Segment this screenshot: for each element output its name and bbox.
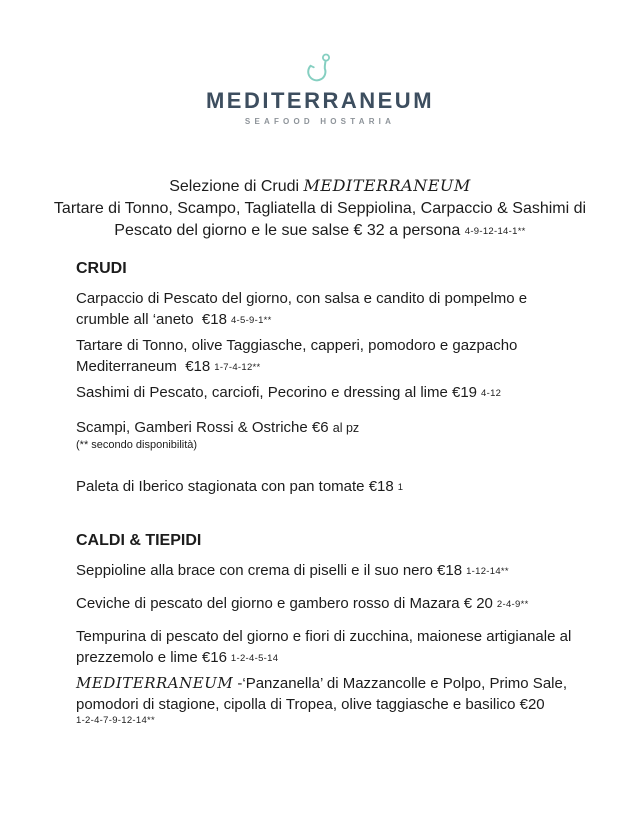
allergen-codes: 1-12-14** [466,566,509,577]
section-heading-caldi: CALDI & TIEPIDI [76,532,202,549]
allergen-codes: 4-12 [481,388,502,399]
menu-item-text: Seppioline alla brace con crema di piselli e il suo nero €18 [76,562,463,579]
allergen-codes: 1 [397,482,404,493]
menu-item-text: Scampi, Gamberi Rossi & Ostriche €6 [76,419,333,436]
menu-item [76,673,572,727]
menu-item [76,476,572,499]
menu-item [76,382,572,405]
restaurant-logo [0,0,640,126]
menu-item-text: Tartare di Tonno, olive Taggiasche, capperi, pomodoro e gazpacho Mediterraneum €18 [76,337,522,375]
allergen-codes: 1-7-4-12** [214,362,261,373]
script-prefix: MEDITERRANEUM [76,674,234,692]
menu-item [76,417,572,452]
unit-suffix: al pz [332,421,360,435]
section-heading-crudi: CRUDI [76,260,127,277]
intro-title [0,175,640,198]
menu-item-text: Paleta di Iberico stagionata con pan tomate €18 [76,478,394,495]
menu-item [76,560,572,583]
allergen-codes: 4-9-12-14-1** [464,226,526,237]
menu-item [76,626,576,670]
menu-body [0,260,640,727]
intro-line2 [0,220,640,244]
intro-title-plain: Selezione di Crudi [169,178,304,195]
allergen-codes: 4-5-9-1** [230,315,272,326]
brand-name: MEDITERRANEUM [205,88,435,113]
menu-item-text: Tempurina di pescato del giorno e fiori di zucchina, maionese artigianale al prezzemolo e lime €16 [76,628,576,666]
menu-item [76,335,572,379]
allergen-codes: 2-4-9** [496,599,529,610]
menu-item-text: Sashimi di Pescato, carciofi, Pecorino e dressing al lime €19 [76,384,478,401]
allergen-codes: 1-2-4-5-14 [230,653,279,664]
intro-title-script: MEDITERRANEUM [303,176,471,195]
availability-note: (** secondo disponibilità) [76,439,198,451]
brand-tagline: SEAFOOD HOSTARIA [244,117,396,126]
intro-line1: Tartare di Tonno, Scampo, Tagliatella di Seppiolina, Carpaccio & Sashimi di [53,200,587,217]
allergen-codes: 1-2-4-7-9-12-14** [76,715,156,726]
menu-item [76,288,572,332]
menu-intro [0,175,640,244]
menu-item [76,593,572,616]
menu-item-text: Carpaccio di Pescato del giorno, con salsa e candito di pompelmo e crumble all ‘aneto €18 [76,290,532,328]
fish-hook-icon [302,52,338,88]
intro-line2-text: Pescato del giorno e le sue salse € 32 a persona [114,222,465,239]
menu-item-text: Ceviche di pescato del giorno e gambero rosso di Mazara € 20 [76,595,493,612]
menu-item-text: -‘Panzanella’ di Mazzancolle e Polpo, Primo Sale, pomodori di stagione, cipolla di Tropea, olive taggiasche e basilico €20 [76,675,572,713]
